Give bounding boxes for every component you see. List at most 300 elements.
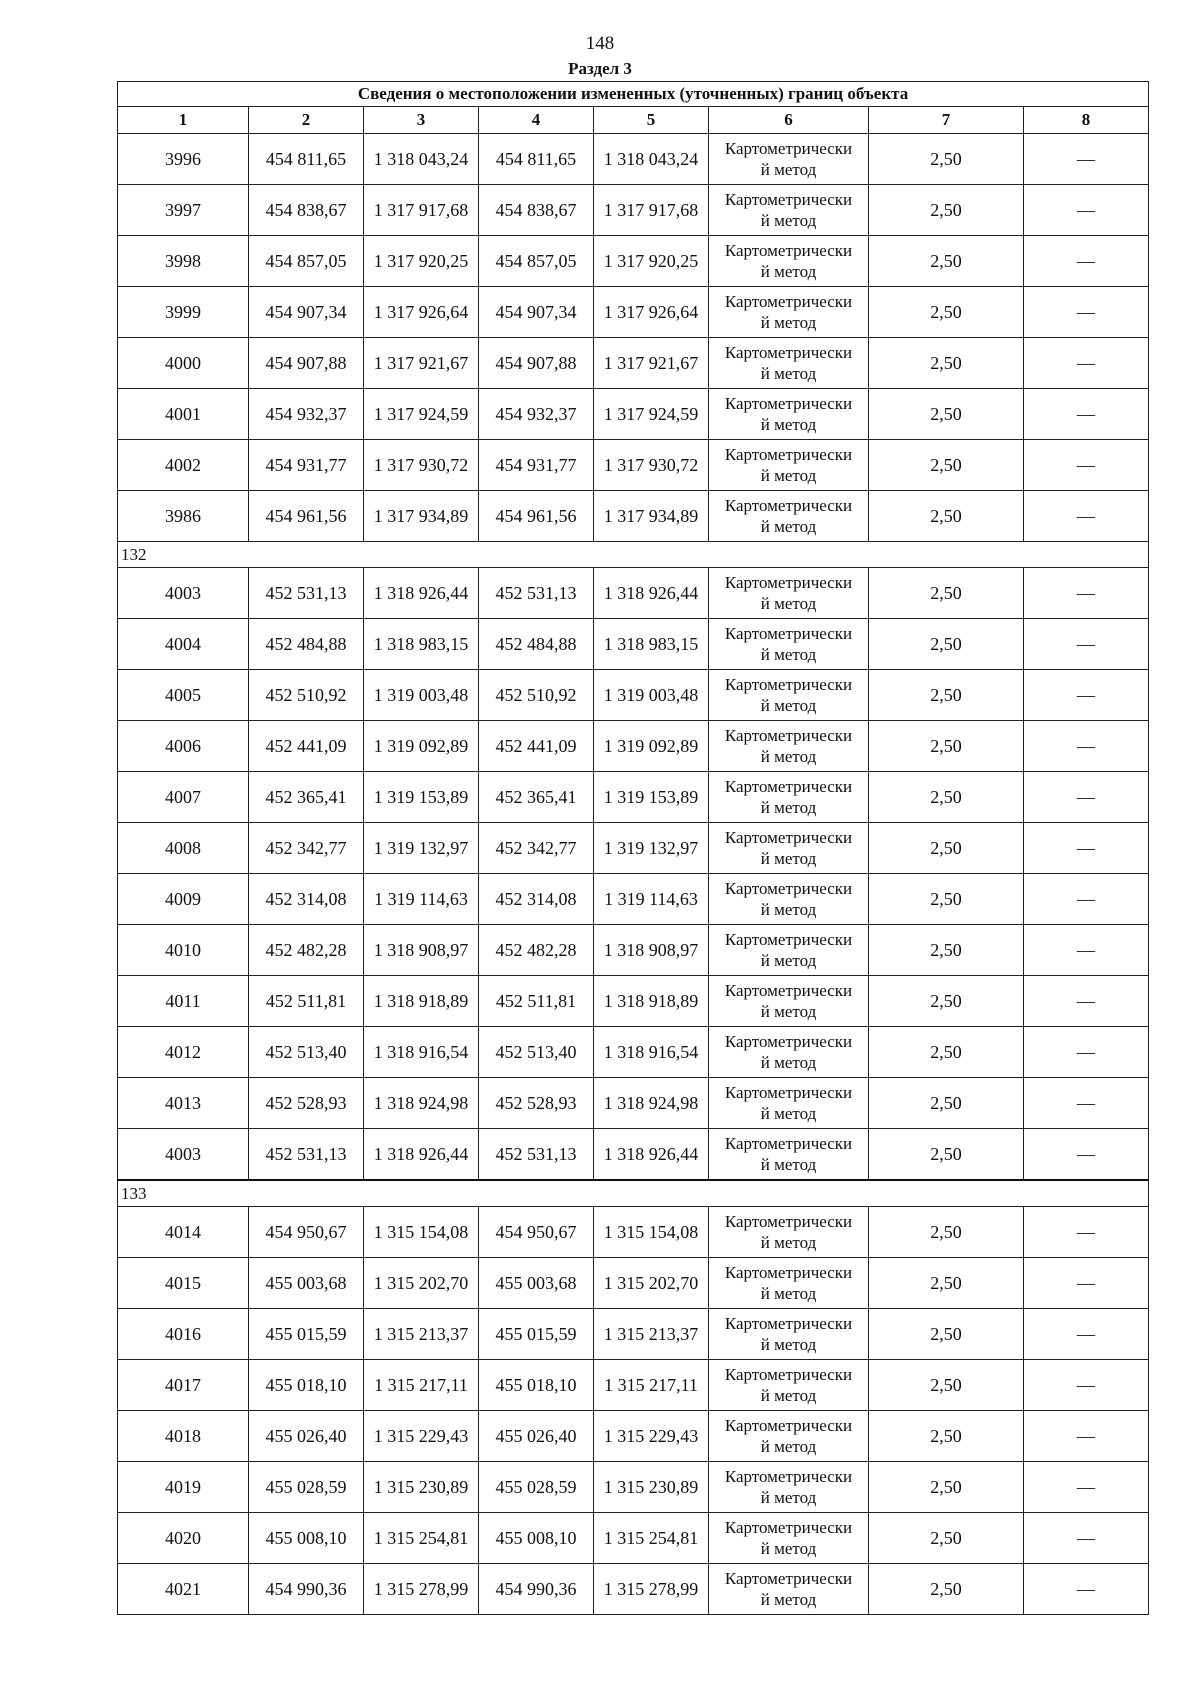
method-text-line: й метод [760,160,817,179]
y-new-cell: 1 315 278,99 [594,1564,709,1615]
x-new-cell: 452 513,40 [479,1027,594,1078]
column-number: 6 [709,107,869,134]
empty-value-dash: — [1024,1129,1149,1181]
method-cell [709,670,869,721]
accuracy-cell: 2,50 [869,287,1024,338]
point-number-cell: 4006 [118,721,249,772]
method-text-line: Картометрически [724,1416,853,1435]
method-text-line: Картометрически [724,1032,853,1051]
y-new-cell: 1 318 926,44 [594,1129,709,1181]
table-row [118,874,1149,925]
point-number-cell: 4004 [118,619,249,670]
method-text-line: й метод [760,951,817,970]
y-existing-cell: 1 315 229,43 [364,1411,479,1462]
y-new-cell: 1 318 918,89 [594,976,709,1027]
y-existing-cell: 1 315 213,37 [364,1309,479,1360]
x-existing-cell: 454 950,67 [249,1207,364,1258]
table-row [118,389,1149,440]
table-title-row [118,82,1149,107]
empty-value-dash: — [1024,1411,1149,1462]
empty-value-dash: — [1024,1462,1149,1513]
y-new-cell: 1 317 921,67 [594,338,709,389]
y-existing-cell: 1 318 043,24 [364,134,479,185]
table-row [118,1462,1149,1513]
group-row [118,1180,1149,1207]
y-existing-cell: 1 318 983,15 [364,619,479,670]
empty-value-dash: — [1024,1513,1149,1564]
accuracy-cell: 2,50 [869,1129,1024,1181]
method-text-line: й метод [760,1539,817,1558]
empty-value-dash: — [1024,185,1149,236]
method-cell [709,721,869,772]
y-existing-cell: 1 319 092,89 [364,721,479,772]
table-row [118,287,1149,338]
point-number-cell: 4015 [118,1258,249,1309]
method-text-line: й метод [760,900,817,919]
method-text-line: й метод [760,466,817,485]
empty-value-dash: — [1024,976,1149,1027]
column-number: 2 [249,107,364,134]
x-existing-cell: 452 513,40 [249,1027,364,1078]
method-text-line: й метод [760,1488,817,1507]
table-row [118,1207,1149,1258]
y-existing-cell: 1 315 202,70 [364,1258,479,1309]
x-existing-cell: 455 028,59 [249,1462,364,1513]
method-text-line: Картометрически [724,1083,853,1102]
accuracy-cell: 2,50 [869,1078,1024,1129]
page-number: 148 [585,33,615,54]
x-new-cell: 452 441,09 [479,721,594,772]
point-number-cell: 4019 [118,1462,249,1513]
x-existing-cell: 454 931,77 [249,440,364,491]
x-new-cell: 455 008,10 [479,1513,594,1564]
y-new-cell: 1 318 926,44 [594,568,709,619]
method-text-line: Картометрически [724,139,853,158]
x-new-cell: 455 018,10 [479,1360,594,1411]
y-existing-cell: 1 315 230,89 [364,1462,479,1513]
section-title: Раздел 3 [568,59,632,78]
group-row [118,542,1149,568]
table-row [118,491,1149,542]
method-text-line: Картометрически [724,241,853,260]
method-cell [709,1129,869,1181]
group-number: 132 [118,542,1149,568]
x-new-cell: 454 857,05 [479,236,594,287]
point-number-cell: 3999 [118,287,249,338]
y-existing-cell: 1 318 916,54 [364,1027,479,1078]
x-new-cell: 455 026,40 [479,1411,594,1462]
empty-value-dash: — [1024,389,1149,440]
accuracy-cell: 2,50 [869,772,1024,823]
method-text-line: Картометрически [724,1314,853,1333]
accuracy-cell: 2,50 [869,976,1024,1027]
method-text-line: Картометрически [724,1212,853,1231]
method-cell [709,1564,869,1615]
point-number-cell: 4005 [118,670,249,721]
x-new-cell: 454 950,67 [479,1207,594,1258]
accuracy-cell: 2,50 [869,1258,1024,1309]
method-text-line: Картометрически [724,573,853,592]
table-title: Сведения о местоположении измененных (уточненных) границ объекта [118,82,1149,107]
y-new-cell: 1 317 934,89 [594,491,709,542]
table-row [118,185,1149,236]
point-number-cell: 3996 [118,134,249,185]
y-existing-cell: 1 317 917,68 [364,185,479,236]
table-body [118,134,1149,1615]
y-new-cell: 1 315 202,70 [594,1258,709,1309]
column-number-row [118,107,1149,134]
accuracy-cell: 2,50 [869,721,1024,772]
method-cell [709,1309,869,1360]
y-new-cell: 1 315 230,89 [594,1462,709,1513]
x-existing-cell: 455 026,40 [249,1411,364,1462]
empty-value-dash: — [1024,1564,1149,1615]
method-cell [709,338,869,389]
x-new-cell: 454 990,36 [479,1564,594,1615]
y-new-cell: 1 319 092,89 [594,721,709,772]
x-new-cell: 452 482,28 [479,925,594,976]
method-text-line: Картометрически [724,981,853,1000]
x-new-cell: 454 838,67 [479,185,594,236]
y-existing-cell: 1 315 278,99 [364,1564,479,1615]
x-existing-cell: 452 342,77 [249,823,364,874]
x-existing-cell: 452 531,13 [249,568,364,619]
method-cell [709,823,869,874]
x-existing-cell: 452 510,92 [249,670,364,721]
x-new-cell: 455 015,59 [479,1309,594,1360]
x-existing-cell: 452 484,88 [249,619,364,670]
empty-value-dash: — [1024,823,1149,874]
y-new-cell: 1 315 213,37 [594,1309,709,1360]
method-text-line: Картометрически [724,675,853,694]
method-text-line: Картометрически [724,292,853,311]
y-new-cell: 1 317 926,64 [594,287,709,338]
method-text-line: й метод [760,1386,817,1405]
x-new-cell: 454 961,56 [479,491,594,542]
column-number: 7 [869,107,1024,134]
point-number-cell: 4020 [118,1513,249,1564]
point-number-cell: 4000 [118,338,249,389]
x-new-cell: 455 028,59 [479,1462,594,1513]
method-cell [709,389,869,440]
y-new-cell: 1 317 930,72 [594,440,709,491]
method-text-line: Картометрически [724,930,853,949]
x-existing-cell: 454 857,05 [249,236,364,287]
table-row [118,338,1149,389]
y-new-cell: 1 319 003,48 [594,670,709,721]
x-new-cell: 452 511,81 [479,976,594,1027]
y-existing-cell: 1 318 926,44 [364,1129,479,1181]
y-new-cell: 1 317 920,25 [594,236,709,287]
column-number: 5 [594,107,709,134]
method-text-line: Картометрически [724,445,853,464]
y-new-cell: 1 319 153,89 [594,772,709,823]
method-text-line: й метод [760,849,817,868]
empty-value-dash: — [1024,1309,1149,1360]
method-cell [709,1462,869,1513]
y-new-cell: 1 318 908,97 [594,925,709,976]
x-existing-cell: 454 932,37 [249,389,364,440]
method-text-line: й метод [760,364,817,383]
empty-value-dash: — [1024,925,1149,976]
y-existing-cell: 1 318 924,98 [364,1078,479,1129]
method-text-line: й метод [760,645,817,664]
x-new-cell: 452 484,88 [479,619,594,670]
point-number-cell: 4018 [118,1411,249,1462]
empty-value-dash: — [1024,287,1149,338]
table-row [118,568,1149,619]
table-row [118,619,1149,670]
y-new-cell: 1 315 217,11 [594,1360,709,1411]
column-number: 1 [118,107,249,134]
table-row [118,1411,1149,1462]
y-existing-cell: 1 318 918,89 [364,976,479,1027]
x-existing-cell: 452 314,08 [249,874,364,925]
method-text-line: й метод [760,1335,817,1354]
method-text-line: й метод [760,1104,817,1123]
x-new-cell: 454 932,37 [479,389,594,440]
y-existing-cell: 1 317 924,59 [364,389,479,440]
method-text-line: Картометрически [724,1134,853,1153]
table-row [118,1360,1149,1411]
method-cell [709,619,869,670]
y-new-cell: 1 315 229,43 [594,1411,709,1462]
method-cell [709,1027,869,1078]
table-row [118,1258,1149,1309]
x-new-cell: 452 510,92 [479,670,594,721]
accuracy-cell: 2,50 [869,389,1024,440]
y-new-cell: 1 318 924,98 [594,1078,709,1129]
method-text-line: Картометрически [724,343,853,362]
x-new-cell: 454 907,34 [479,287,594,338]
table-row [118,1309,1149,1360]
table-row [118,721,1149,772]
y-new-cell: 1 319 132,97 [594,823,709,874]
accuracy-cell: 2,50 [869,134,1024,185]
method-cell [709,874,869,925]
table-row [118,1027,1149,1078]
empty-value-dash: — [1024,1078,1149,1129]
y-existing-cell: 1 318 926,44 [364,568,479,619]
table-row [118,440,1149,491]
method-text-line: Картометрически [724,624,853,643]
y-existing-cell: 1 319 153,89 [364,772,479,823]
accuracy-cell: 2,50 [869,1564,1024,1615]
method-cell [709,976,869,1027]
accuracy-cell: 2,50 [869,185,1024,236]
y-existing-cell: 1 319 132,97 [364,823,479,874]
accuracy-cell: 2,50 [869,1207,1024,1258]
point-number-cell: 4002 [118,440,249,491]
x-new-cell: 452 531,13 [479,568,594,619]
boundary-coordinates-table [117,81,1149,1615]
x-new-cell: 452 314,08 [479,874,594,925]
method-text-line: й метод [760,1002,817,1021]
y-new-cell: 1 318 916,54 [594,1027,709,1078]
point-number-cell: 4013 [118,1078,249,1129]
method-cell [709,236,869,287]
x-existing-cell: 454 907,88 [249,338,364,389]
x-new-cell: 454 931,77 [479,440,594,491]
y-existing-cell: 1 319 003,48 [364,670,479,721]
method-text-line: Картометрически [724,394,853,413]
method-text-line: й метод [760,1590,817,1609]
y-new-cell: 1 318 983,15 [594,619,709,670]
point-number-cell: 4011 [118,976,249,1027]
point-number-cell: 4008 [118,823,249,874]
column-number: 4 [479,107,594,134]
table-row [118,134,1149,185]
x-existing-cell: 452 482,28 [249,925,364,976]
x-existing-cell: 452 511,81 [249,976,364,1027]
accuracy-cell: 2,50 [869,1513,1024,1564]
point-number-cell: 4017 [118,1360,249,1411]
method-cell [709,440,869,491]
point-number-cell: 4007 [118,772,249,823]
method-text-line: Картометрически [724,828,853,847]
x-new-cell: 455 003,68 [479,1258,594,1309]
table-row [118,1564,1149,1615]
accuracy-cell: 2,50 [869,1360,1024,1411]
accuracy-cell: 2,50 [869,338,1024,389]
point-number-cell: 4014 [118,1207,249,1258]
y-existing-cell: 1 317 926,64 [364,287,479,338]
method-text-line: Картометрически [724,1365,853,1384]
point-number-cell: 4003 [118,568,249,619]
method-cell [709,185,869,236]
method-cell [709,491,869,542]
y-existing-cell: 1 317 930,72 [364,440,479,491]
method-text-line: Картометрически [724,879,853,898]
method-text-line: й метод [760,747,817,766]
empty-value-dash: — [1024,1207,1149,1258]
table-row [118,772,1149,823]
method-text-line: Картометрически [724,1263,853,1282]
empty-value-dash: — [1024,338,1149,389]
y-existing-cell: 1 315 154,08 [364,1207,479,1258]
method-cell [709,1411,869,1462]
x-existing-cell: 454 838,67 [249,185,364,236]
empty-value-dash: — [1024,236,1149,287]
method-text-line: й метод [760,517,817,536]
accuracy-cell: 2,50 [869,874,1024,925]
x-existing-cell: 455 008,10 [249,1513,364,1564]
x-new-cell: 452 365,41 [479,772,594,823]
method-text-line: й метод [760,696,817,715]
x-existing-cell: 452 441,09 [249,721,364,772]
x-existing-cell: 452 531,13 [249,1129,364,1181]
method-cell [709,1258,869,1309]
accuracy-cell: 2,50 [869,1411,1024,1462]
y-existing-cell: 1 317 934,89 [364,491,479,542]
method-text-line: й метод [760,1155,817,1174]
accuracy-cell: 2,50 [869,440,1024,491]
empty-value-dash: — [1024,772,1149,823]
accuracy-cell: 2,50 [869,619,1024,670]
method-cell [709,1360,869,1411]
x-new-cell: 452 531,13 [479,1129,594,1181]
method-text-line: Картометрически [724,1467,853,1486]
y-existing-cell: 1 317 921,67 [364,338,479,389]
y-new-cell: 1 315 154,08 [594,1207,709,1258]
method-cell [709,1078,869,1129]
method-cell [709,134,869,185]
table-row [118,925,1149,976]
x-new-cell: 454 907,88 [479,338,594,389]
x-existing-cell: 455 018,10 [249,1360,364,1411]
empty-value-dash: — [1024,1258,1149,1309]
x-existing-cell: 454 907,34 [249,287,364,338]
empty-value-dash: — [1024,1360,1149,1411]
x-existing-cell: 455 015,59 [249,1309,364,1360]
accuracy-cell: 2,50 [869,1027,1024,1078]
column-number: 8 [1024,107,1149,134]
y-new-cell: 1 317 924,59 [594,389,709,440]
point-number-cell: 4003 [118,1129,249,1181]
y-existing-cell: 1 318 908,97 [364,925,479,976]
x-existing-cell: 452 365,41 [249,772,364,823]
y-existing-cell: 1 315 217,11 [364,1360,479,1411]
table-row [118,976,1149,1027]
method-cell [709,772,869,823]
method-text-line: й метод [760,313,817,332]
y-existing-cell: 1 319 114,63 [364,874,479,925]
empty-value-dash: — [1024,619,1149,670]
table-row [118,670,1149,721]
point-number-cell: 4021 [118,1564,249,1615]
x-existing-cell: 454 811,65 [249,134,364,185]
point-number-cell: 4012 [118,1027,249,1078]
point-number-cell: 3998 [118,236,249,287]
point-number-cell: 4010 [118,925,249,976]
y-existing-cell: 1 317 920,25 [364,236,479,287]
x-new-cell: 452 528,93 [479,1078,594,1129]
method-text-line: Картометрически [724,496,853,515]
y-new-cell: 1 317 917,68 [594,185,709,236]
empty-value-dash: — [1024,568,1149,619]
method-text-line: Картометрически [724,726,853,745]
table-row [118,236,1149,287]
group-number: 133 [118,1180,1149,1207]
x-existing-cell: 454 990,36 [249,1564,364,1615]
x-new-cell: 452 342,77 [479,823,594,874]
y-new-cell: 1 318 043,24 [594,134,709,185]
accuracy-cell: 2,50 [869,925,1024,976]
empty-value-dash: — [1024,491,1149,542]
x-existing-cell: 455 003,68 [249,1258,364,1309]
table-row [118,1078,1149,1129]
point-number-cell: 4009 [118,874,249,925]
method-text-line: й метод [760,262,817,281]
accuracy-cell: 2,50 [869,236,1024,287]
empty-value-dash: — [1024,721,1149,772]
empty-value-dash: — [1024,440,1149,491]
method-text-line: й метод [760,211,817,230]
method-cell [709,287,869,338]
x-new-cell: 454 811,65 [479,134,594,185]
y-new-cell: 1 319 114,63 [594,874,709,925]
x-existing-cell: 452 528,93 [249,1078,364,1129]
empty-value-dash: — [1024,670,1149,721]
method-text-line: й метод [760,1437,817,1456]
accuracy-cell: 2,50 [869,1462,1024,1513]
method-cell [709,1513,869,1564]
method-text-line: Картометрически [724,190,853,209]
method-cell [709,1207,869,1258]
accuracy-cell: 2,50 [869,670,1024,721]
method-cell [709,925,869,976]
method-text-line: Картометрически [724,1569,853,1588]
